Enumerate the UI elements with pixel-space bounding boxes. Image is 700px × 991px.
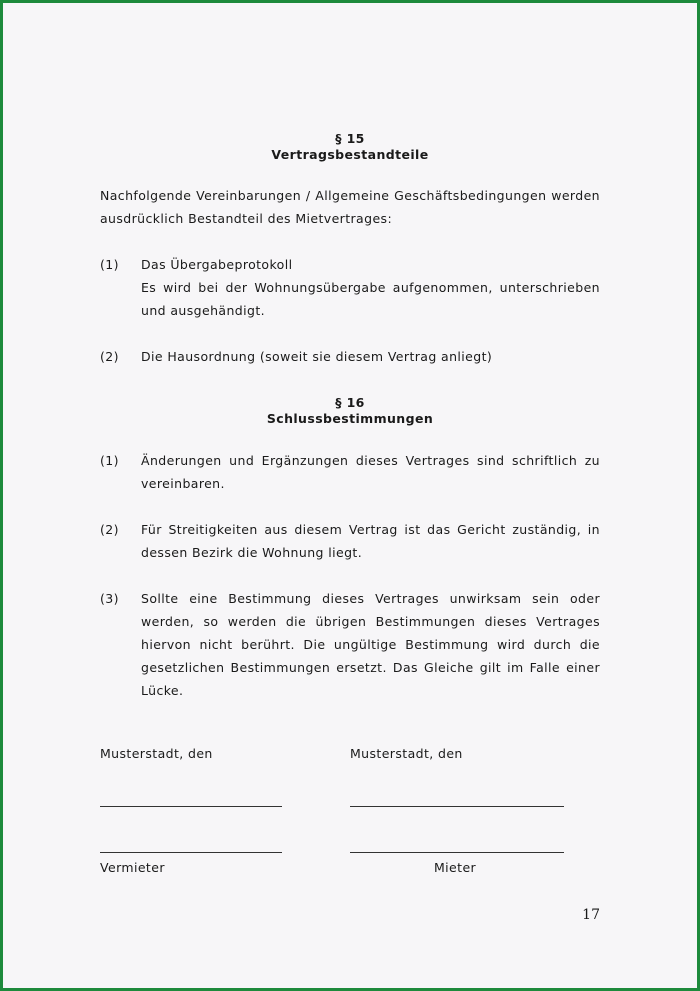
signature-line-right-2 — [350, 852, 564, 853]
section-15-item-2 — [100, 345, 600, 368]
section-16-title: Schlussbestimmungen — [266, 411, 434, 426]
item-number: (3) — [100, 591, 119, 606]
item-text: Die Hausordnung (soweit sie diesem Vertrag anliegt) — [141, 349, 493, 364]
signature-line-left-2 — [100, 852, 282, 853]
item-title: Das Übergabeprotokoll — [141, 257, 293, 272]
item-number: (1) — [100, 257, 119, 272]
place-date-left: Musterstadt, den — [100, 746, 213, 761]
section-15-number: § 15 — [335, 131, 365, 146]
item-number: (2) — [100, 522, 119, 537]
section-16-item-1 — [100, 449, 600, 495]
page-number: 17 — [582, 907, 600, 923]
tenant-label: Mieter — [434, 860, 477, 875]
section-16-item-3 — [100, 587, 600, 702]
section-15-intro: Nachfolgende Vereinbarungen / Allgemeine Geschäftsbedingungen werden ausdrücklich Bestandteil des Mietvertrages: — [100, 188, 600, 226]
section-15-item-1 — [100, 253, 600, 322]
item-text: Für Streitigkeiten aus diesem Vertrag ist das Gericht zuständig, in dessen Bezirk die Wohnung liegt. — [141, 522, 600, 560]
item-text: Es wird bei der Wohnungsübergabe aufgenommen, unterschrieben und ausgehändigt. — [141, 280, 600, 318]
section-16-item-2 — [100, 518, 600, 564]
item-number: (2) — [100, 349, 119, 364]
place-date-right: Musterstadt, den — [350, 746, 463, 761]
section-16-number: § 16 — [335, 395, 365, 410]
section-16-heading — [100, 395, 600, 427]
item-text: Sollte eine Bestimmung dieses Vertrages unwirksam sein oder werden, so werden die übrigen Bestimmungen dieses Vertrages hiervon nicht berührt. Die ungültige Bestimmung wird durch die gesetzlichen Bestimmungen ersetzt. Das Gleiche gilt im Falle einer Lücke. — [141, 591, 600, 698]
signature-line-left-1 — [100, 806, 282, 807]
item-text: Änderungen und Ergänzungen dieses Vertrages sind schriftlich zu vereinbaren. — [141, 453, 600, 491]
section-15-heading — [100, 131, 600, 163]
landlord-label: Vermieter — [100, 860, 165, 875]
signature-line-right-1 — [350, 806, 564, 807]
document-body — [100, 131, 600, 702]
item-number: (1) — [100, 453, 119, 468]
section-15-title: Vertragsbestandteile — [271, 147, 429, 162]
